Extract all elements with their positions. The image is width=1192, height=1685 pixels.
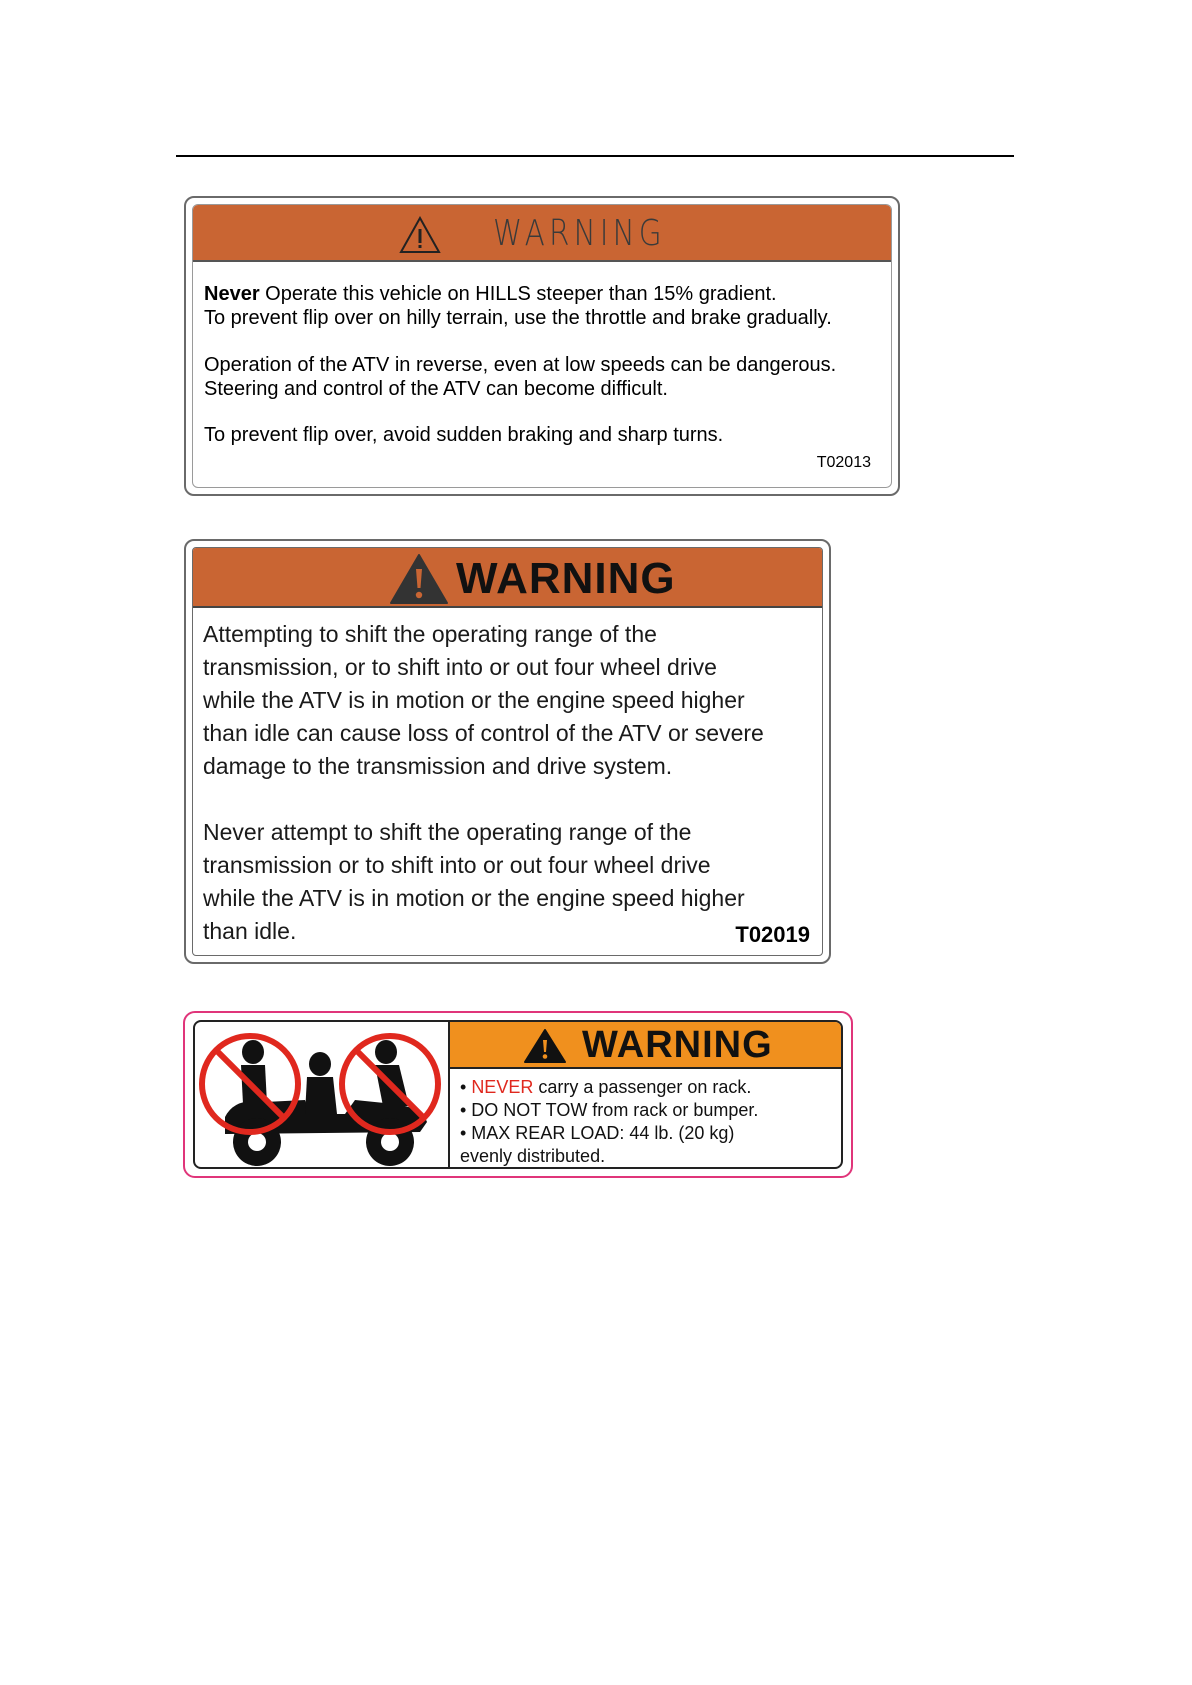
warning-line-bold: Never: [204, 283, 260, 305]
label-code: T02019: [735, 922, 810, 947]
warning-line: transmission or to shift into or out four wheel drive: [203, 852, 711, 878]
warning-header-text: WARNING: [456, 554, 676, 603]
warning-line: damage to the transmission and drive system.: [203, 753, 673, 779]
warning-line: Attempting to shift the operating range of the: [203, 621, 657, 647]
warning-label-rack-inner: [193, 1020, 843, 1169]
warning-line: Steering and control of the ATV can become difficult.: [204, 378, 668, 400]
warning-line: [204, 282, 891, 306]
bullet-text: carry a passenger on rack.: [533, 1077, 752, 1097]
warning-triangle-filled-icon: [523, 1028, 567, 1064]
warning-bullet: • MAX REAR LOAD: 44 lb. (20 kg): [460, 1123, 735, 1143]
warning-line-text: Operate this vehicle on HILLS steeper than 15% gradient.: [259, 283, 777, 305]
warning-header: [193, 548, 822, 608]
warning-line: Never attempt to shift the operating range of the: [203, 819, 692, 845]
bullet-prefix: •: [460, 1077, 472, 1097]
warning-line: Operation of the ATV in reverse, even at low speeds can be dangerous.: [204, 354, 837, 376]
warning-label-hills: [184, 196, 900, 496]
page-top-rule: [176, 155, 1014, 157]
warning-header: [193, 205, 891, 262]
warning-bullet: [460, 1076, 758, 1099]
warning-triangle-outline-icon: [399, 216, 441, 254]
warning-triangle-filled-icon: [389, 553, 449, 605]
label-code: T02013: [816, 454, 871, 471]
warning-header-text: WARNING: [493, 213, 666, 254]
warning-never-text: NEVER: [471, 1077, 534, 1097]
warning-line: than idle can cause loss of control of the ATV or severe: [203, 720, 764, 746]
warning-line: while the ATV is in motion or the engine speed higher: [203, 885, 745, 911]
warning-label-rack: [183, 1011, 853, 1178]
warning-line: while the ATV is in motion or the engine speed higher: [203, 687, 745, 713]
warning-label-transmission: [184, 539, 831, 964]
no-passenger-on-rack-icon: [195, 1022, 450, 1167]
warning-body: [193, 262, 891, 447]
warning-body: [193, 608, 822, 948]
warning-line: transmission, or to shift into or out four wheel drive: [203, 654, 717, 680]
warning-bullet-continuation: evenly distributed.: [460, 1146, 606, 1166]
warning-line: To prevent flip over on hilly terrain, use the throttle and brake gradually.: [204, 307, 832, 329]
warning-header: [450, 1022, 841, 1069]
warning-bullet: • DO NOT TOW from rack or bumper.: [460, 1100, 759, 1120]
warning-body: [460, 1076, 758, 1168]
warning-header-text: WARNING: [582, 1024, 773, 1066]
warning-label-transmission-inner: [192, 547, 823, 956]
warning-line: To prevent flip over, avoid sudden braking and sharp turns.: [204, 424, 724, 446]
warning-line: than idle.: [203, 918, 297, 944]
warning-label-hills-inner: [192, 204, 892, 488]
